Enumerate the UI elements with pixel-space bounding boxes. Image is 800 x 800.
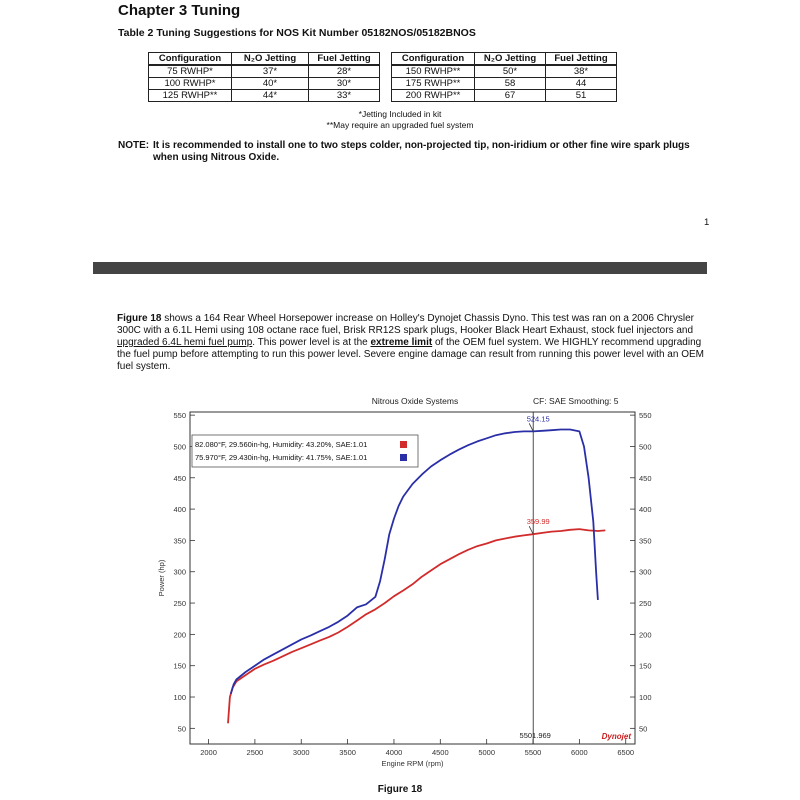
table-header-row (392, 53, 617, 66)
x-tick-label: 4500 (431, 748, 449, 757)
tuning-table-right (391, 52, 617, 102)
x-tick-label: 3500 (339, 748, 356, 757)
paragraph-emphasis: extreme limit (370, 337, 433, 348)
table-row (392, 65, 617, 78)
table-cell: 50* (475, 65, 546, 78)
table-row (149, 78, 380, 90)
y-tick-label: 100 (173, 693, 186, 703)
x-tick-label: 4000 (385, 748, 403, 757)
legend-entry: 75.970°F, 29.430in-hg, Humidity: 41.75%, SAE:1.01 (195, 453, 368, 462)
table-cell: 37* (232, 65, 309, 78)
y-tick-label: 250 (639, 599, 652, 609)
y-tick-label: 50 (639, 724, 648, 734)
column-header: N₂O Jetting (475, 53, 546, 66)
y-tick-label: 150 (639, 661, 652, 671)
x-axis-label: Engine RPM (rpm) (381, 759, 444, 768)
table-cell: 75 RWHP* (149, 65, 232, 78)
y-tick-label: 50 (177, 724, 186, 734)
y-tick-label: 450 (639, 473, 652, 483)
table-cell: 40* (232, 78, 309, 90)
peak-label-red: 359.99 (526, 517, 550, 527)
x-tick-label: 2500 (246, 748, 264, 757)
paragraph-text: of the OEM fuel system. We HIGHLY recommend upgrading the fuel pump before attempting to run this power level. Severe engine damage can result from running this power level with an OEM fuel system. (117, 337, 704, 372)
legend-swatch-blue (400, 454, 407, 461)
chart-subtitle: CF: SAE Smoothing: 5 (533, 396, 619, 406)
x-tick-label: 5500 (524, 748, 542, 757)
column-header: Configuration (149, 53, 232, 66)
legend-swatch-red (400, 441, 407, 448)
note-label: NOTE: (118, 140, 150, 151)
column-header: N₂O Jetting (232, 53, 309, 66)
table-header-row (149, 53, 380, 66)
x-tick-label: 6500 (617, 748, 635, 757)
table-cell: 28* (309, 65, 380, 78)
y-tick-label: 350 (639, 536, 652, 546)
y-tick-label: 200 (173, 630, 186, 640)
chapter-title: Chapter 3 Tuning (118, 2, 241, 19)
page-number: 1 (704, 217, 710, 228)
table-cell: 30* (309, 78, 380, 90)
table-cell: 33* (309, 90, 380, 102)
y-tick-label: 200 (639, 630, 652, 640)
figure-paragraph (117, 313, 709, 373)
x-tick-label: 2000 (200, 748, 217, 757)
page-divider (93, 262, 707, 274)
x-tick-label: 5000 (478, 748, 496, 757)
table-caption: Table 2 Tuning Suggestions for NOS Kit Number 05182NOS/05182BNOS (118, 27, 476, 39)
table-cell: 67 (475, 90, 546, 102)
table-cell: 175 RWHP** (392, 78, 475, 90)
y-tick-label: 550 (639, 411, 652, 421)
y-tick-label: 100 (639, 693, 652, 703)
table-cell: 44 (546, 78, 617, 90)
peak-label-blue: 524.15 (526, 414, 550, 424)
dyno-chart-svg (150, 390, 650, 780)
figure-caption: Figure 18 (377, 784, 423, 795)
y-tick-label: 550 (173, 411, 186, 421)
column-header: Configuration (392, 53, 475, 66)
rpm-cursor-label: 5501.969 (519, 731, 551, 740)
y-axis-label: Power (hp) (157, 559, 166, 597)
y-tick-label: 400 (639, 505, 652, 515)
dyno-chart (150, 390, 650, 780)
y-tick-label: 300 (639, 567, 652, 577)
note-text: It is recommended to install one to two steps colder, non-projected tip, non-iridium or other fine wire spark plugs when using Nitrous Oxide. (153, 140, 690, 163)
table-row (149, 90, 380, 102)
y-tick-label: 450 (173, 473, 186, 483)
table-cell: 150 RWHP** (392, 65, 475, 78)
table-cell: 200 RWHP** (392, 90, 475, 102)
x-tick-label: 6000 (571, 748, 588, 757)
table-cell: 44* (232, 90, 309, 102)
table-cell: 100 RWHP* (149, 78, 232, 90)
table-row (392, 78, 617, 90)
paragraph-underline: upgraded 6.4L hemi fuel pump (117, 337, 253, 348)
legend-entry: 82.080°F, 29.560in-hg, Humidity: 43.20%, SAE:1.01 (195, 440, 368, 449)
table-row (149, 65, 380, 78)
chart-title: Nitrous Oxide Systems (371, 396, 459, 406)
paragraph-text: . This power level is at the (252, 337, 371, 348)
y-tick-label: 350 (173, 536, 186, 546)
table-row (392, 90, 617, 102)
column-header: Fuel Jetting (546, 53, 617, 66)
table-cell: 51 (546, 90, 617, 102)
y-tick-label: 300 (173, 567, 186, 577)
figure-reference: Figure 18 (117, 313, 162, 324)
y-tick-label: 500 (173, 442, 186, 452)
paragraph-text: shows a 164 Rear Wheel Horsepower increase on Holley's Dynojet Chassis Dyno. This test was ran on a 2006 Chrysler 300C with a 6.1L Hemi using 108 octane race fuel, Brisk RR12S spark plugs, Hooker Black Heart Exhaust, stock fuel injectors and (117, 313, 694, 336)
footnote-jetting: *Jetting Included in kit (358, 109, 442, 119)
y-tick-label: 250 (173, 599, 186, 609)
y-tick-label: 500 (639, 442, 652, 452)
footnote-fuel-system: **May require an upgraded fuel system (326, 120, 474, 130)
y-tick-label: 150 (173, 661, 186, 671)
column-header: Fuel Jetting (309, 53, 380, 66)
dynojet-logo: Dynojet (601, 732, 631, 741)
tuning-table-left (148, 52, 380, 102)
y-tick-label: 400 (173, 505, 186, 515)
table-cell: 58 (475, 78, 546, 90)
x-tick-label: 3000 (292, 748, 310, 757)
table-cell: 38* (546, 65, 617, 78)
table-cell: 125 RWHP** (149, 90, 232, 102)
